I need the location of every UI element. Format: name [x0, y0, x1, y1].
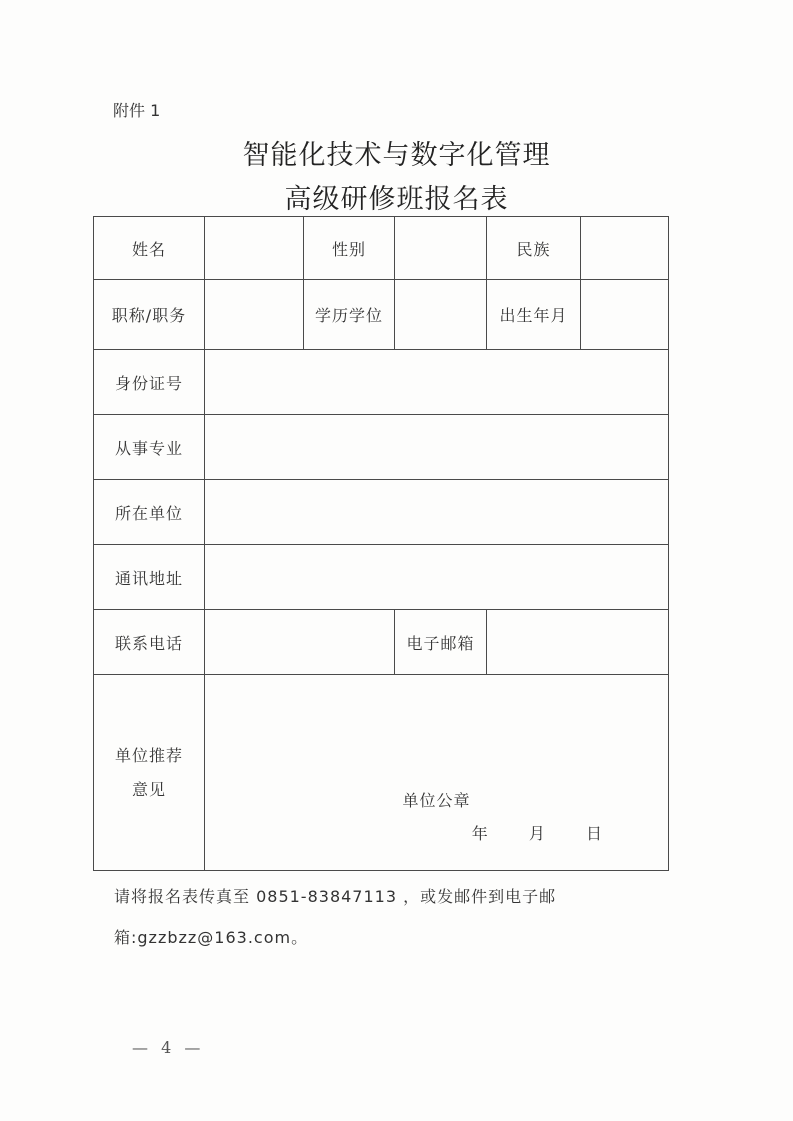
- email-field[interactable]: [487, 610, 669, 675]
- ethnicity-label: 民族: [487, 217, 581, 280]
- address-field[interactable]: [205, 545, 669, 610]
- recommendation-field[interactable]: [205, 675, 669, 871]
- year-label: 年: [471, 824, 488, 843]
- id-number-label: 身份证号: [94, 350, 205, 415]
- form-row-title: [94, 280, 669, 350]
- recommendation-label: [94, 675, 205, 871]
- registration-form: [93, 216, 669, 871]
- title-position-field[interactable]: [205, 280, 304, 350]
- employer-field[interactable]: [205, 480, 669, 545]
- gender-label: 性别: [304, 217, 395, 280]
- phone-label: 联系电话: [94, 610, 205, 675]
- name-label: 姓名: [94, 217, 205, 280]
- submission-note-line2: 箱:gzzbzz@163.com。: [114, 928, 309, 947]
- date-line: [436, 821, 602, 844]
- form-row-employer: [94, 480, 669, 545]
- birth-field[interactable]: [581, 280, 669, 350]
- recommendation-label-line1: 单位推荐: [114, 745, 183, 765]
- form-row-recommendation: [94, 675, 669, 871]
- education-label: 学历学位: [304, 280, 395, 350]
- month-label: 月: [528, 824, 545, 843]
- form-row-address: [94, 545, 669, 610]
- phone-field[interactable]: [205, 610, 395, 675]
- education-field[interactable]: [395, 280, 487, 350]
- form-row-basic: [94, 217, 669, 280]
- name-field[interactable]: [205, 217, 304, 280]
- address-label: 通讯地址: [94, 545, 205, 610]
- form-title-line2: 高级研修班报名表: [284, 184, 509, 215]
- day-label: 日: [585, 824, 602, 843]
- employer-label: 所在单位: [94, 480, 205, 545]
- ethnicity-field[interactable]: [581, 217, 669, 280]
- profession-field[interactable]: [205, 415, 669, 480]
- form-row-profession: [94, 415, 669, 480]
- form-title-line1: 智能化技术与数字化管理: [242, 140, 551, 171]
- gender-field[interactable]: [395, 217, 487, 280]
- submission-note-line1: 请将报名表传真至 0851-83847113 ，或发邮件到电子邮: [114, 887, 557, 906]
- page-number: — 4 —: [132, 1038, 205, 1057]
- email-label: 电子邮箱: [395, 610, 487, 675]
- recommendation-label-line2: 意见: [131, 779, 166, 799]
- attachment-label: 附件 1: [113, 101, 161, 120]
- form-row-id: [94, 350, 669, 415]
- unit-seal-label: 单位公章: [402, 791, 471, 810]
- form-row-contact: [94, 610, 669, 675]
- title-position-label: 职称/职务: [94, 280, 205, 350]
- id-number-field[interactable]: [205, 350, 669, 415]
- profession-label: 从事专业: [94, 415, 205, 480]
- birth-label: 出生年月: [487, 280, 581, 350]
